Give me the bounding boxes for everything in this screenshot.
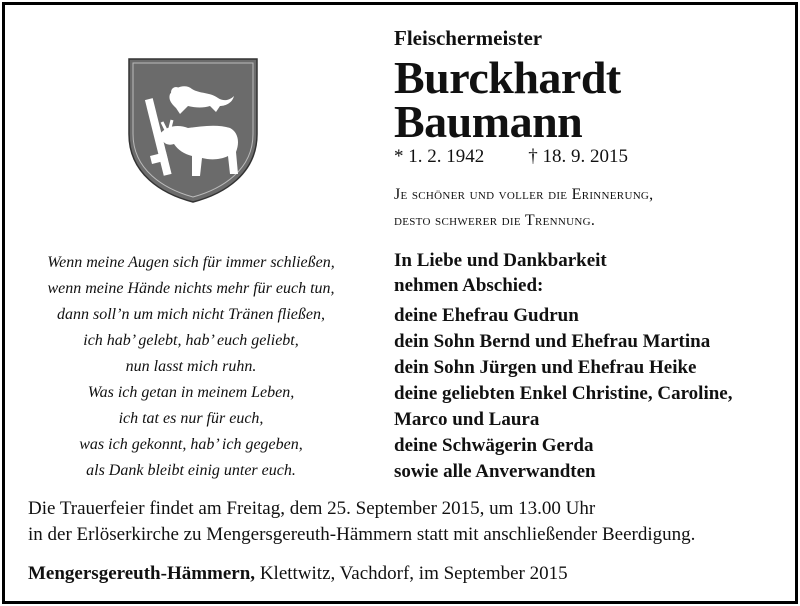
place-rest: Klettwitz, Vachdorf, im September 2015 [255, 563, 568, 584]
mourning-intro: In Liebe und Dankbarkeit [394, 250, 607, 271]
poem-line: als Dank bleibt einig unter euch. [86, 462, 296, 479]
quote-line: desto schwerer die Trennung. [394, 212, 596, 229]
funeral-info: in der Erlöserkirche zu Mengersgereuth-Hämmern statt mit anschließender Beerdigung. [28, 524, 696, 545]
quote-line: Je schöner und voller die Erinnerung, [394, 186, 654, 203]
mourner-line: dein Sohn Jürgen und Ehefrau Heike [394, 357, 697, 378]
mourner-line: dein Sohn Bernd und Ehefrau Martina [394, 331, 711, 352]
life-dates [394, 146, 628, 168]
first-name: Burckhardt [394, 52, 621, 103]
mourner-line: deine Schwägerin Gerda [394, 435, 594, 456]
poem-line: Wenn meine Augen sich für immer schließen, [47, 254, 335, 271]
poem-line: ich tat es nur für euch, [118, 410, 264, 427]
poem-line: ich hab’ gelebt, hab’ euch geliebt, [83, 332, 299, 349]
birth-date: * 1. 2. 1942 [394, 146, 485, 167]
mourner-line: Marco und Laura [394, 409, 540, 430]
coat-of-arms-icon [126, 56, 260, 204]
place-bold: Mengersgereuth-Hämmern, [28, 563, 256, 584]
mourner-line: sowie alle Anverwandten [394, 461, 596, 482]
profession: Fleischermeister [394, 26, 543, 50]
place-and-date [28, 563, 568, 585]
mourner-line: deine geliebten Enkel Christine, Caroline, [394, 383, 733, 404]
poem-line: was ich gekonnt, hab’ ich gegeben, [79, 436, 303, 453]
funeral-info: Die Trauerfeier findet am Freitag, dem 25. September 2015, um 13.00 Uhr [28, 498, 596, 519]
poem-line: Was ich getan in meinem Leben, [87, 384, 295, 401]
poem-line: wenn meine Hände nichts mehr für euch tun, [47, 280, 335, 297]
poem-line: nun lasst mich ruhn. [125, 358, 257, 375]
poem-line: dann soll’n um mich nicht Tränen fließen, [57, 306, 325, 323]
mourning-intro: nehmen Abschied: [394, 275, 544, 296]
death-date: † 18. 9. 2015 [528, 146, 628, 167]
last-name: Baumann [394, 96, 583, 147]
mourner-line: deine Ehefrau Gudrun [394, 305, 579, 326]
